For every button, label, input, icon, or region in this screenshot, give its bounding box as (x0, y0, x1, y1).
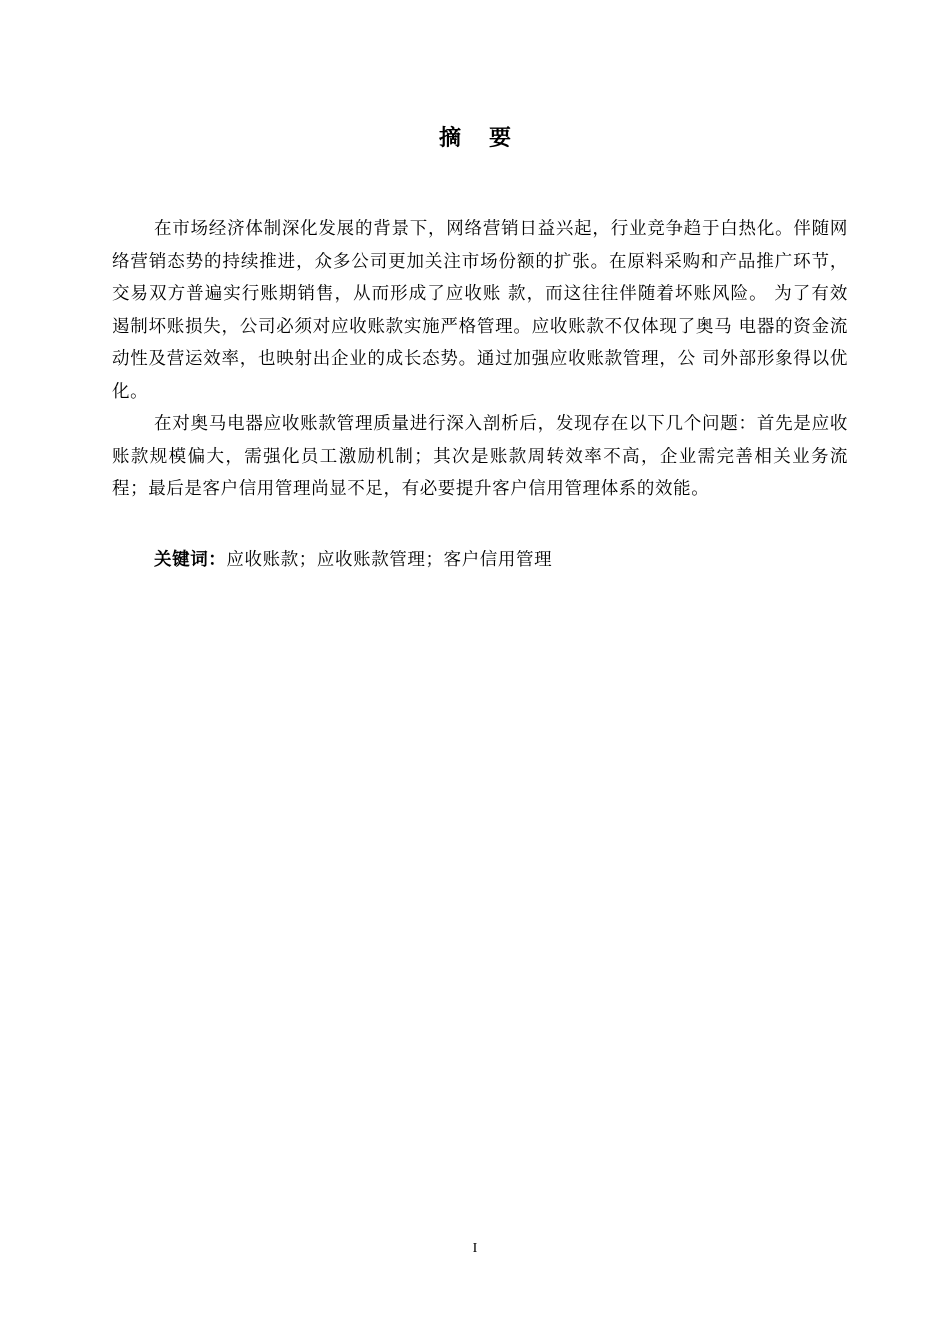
page-number: I (472, 1241, 478, 1256)
keywords-value: 应收账款；应收账款管理；客户信用管理 (226, 550, 553, 570)
abstract-paragraph-1: 在市场经济体制深化发展的背景下，网络营销日益兴起，行业竞争趋于白热化。伴随网络营销态势的持续推进，众多公司更加关注市场份额的扩张。在原料采购和产品推广环节，交易双方普遍实行账期销售，从而形成了应收账 款，而这往往伴随着坏账风险。 为了有效遏制坏账损失，公司必须对应收账款实施严格管理。应收账款不仅体现了奥马 电器的资金流动性及营运效率，也映射出企业的成长态势。通过加强应收账款管理，公 司外部形象得以优化。 (112, 219, 848, 402)
keywords-line (154, 544, 854, 576)
abstract-paragraph-2: 在对奥马电器应收账款管理质量进行深入剖析后，发现存在以下几个问题：首先是应收账款规模偏大，需强化员工激励机制；其次是账款周转效率不高，企业需完善相关业务流程；最后是客户信用管理尚显不足，有必要提升客户信用管理体系的效能。 (112, 414, 848, 499)
keywords-label: 关键词： (154, 550, 227, 570)
abstract-body (112, 213, 848, 506)
abstract-heading: 摘要 (438, 126, 539, 151)
